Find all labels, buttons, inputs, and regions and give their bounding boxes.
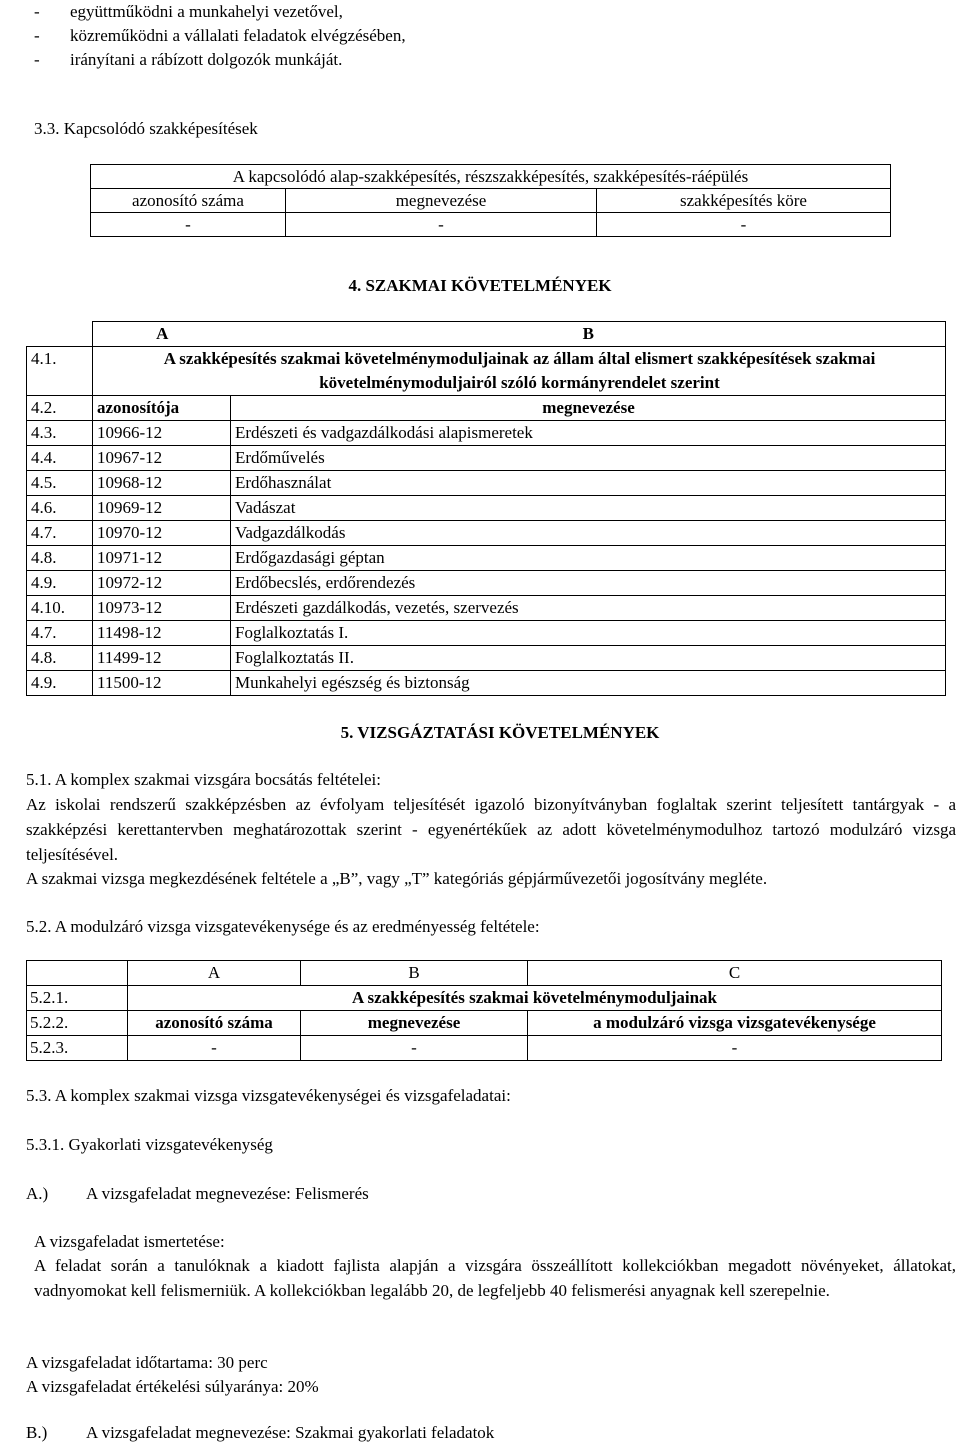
row-number: 4.10.	[27, 596, 93, 621]
row-number: 4.9.	[27, 671, 93, 696]
task-a-label: A.)	[26, 1184, 49, 1203]
row-number: 4.7.	[27, 521, 93, 546]
module-id: 10967-12	[93, 446, 231, 471]
column-header-b: B	[231, 322, 946, 347]
table-row	[27, 347, 946, 396]
empty-cell	[27, 322, 93, 347]
column-header-id: azonosító száma	[128, 1011, 301, 1036]
module-name: Erdészeti és vadgazdálkodási alapismeretek	[231, 421, 946, 446]
module-id: 10966-12	[93, 421, 231, 446]
section-5-title: 5. VIZSGÁZTATÁSI KÖVETELMÉNYEK	[340, 723, 660, 742]
row-number: 5.2.1.	[27, 986, 128, 1011]
column-header-name: megnevezése	[301, 1011, 528, 1036]
section-5-1-heading: 5.1. A komplex szakmai vizsgára bocsátás feltételei:	[26, 770, 381, 789]
row-number: 4.9.	[27, 571, 93, 596]
column-header-name: megnevezése	[286, 189, 597, 213]
module-name: Erdőgazdasági géptan	[231, 546, 946, 571]
column-header-scope: szakképesítés köre	[597, 189, 891, 213]
module-id: 10973-12	[93, 596, 231, 621]
column-header-c: C	[528, 961, 942, 986]
table-cell: -	[528, 1036, 942, 1061]
row-number: 4.1.	[27, 347, 93, 396]
table-row	[27, 396, 946, 421]
table-row	[27, 596, 946, 621]
column-header-id: azonosító száma	[91, 189, 286, 213]
table-cell: -	[91, 213, 286, 237]
module-exam-table	[26, 960, 942, 1061]
table-cell: -	[128, 1036, 301, 1061]
module-name: Foglalkoztatás II.	[231, 646, 946, 671]
table-row	[27, 446, 946, 471]
table-row	[27, 421, 946, 446]
table-row	[91, 213, 891, 237]
section-3-3-heading: 3.3. Kapcsolódó szakképesítések	[34, 119, 258, 138]
task-a-title: A vizsgafeladat megnevezése: Felismerés	[86, 1184, 369, 1203]
bullet-item: - közreműködni a vállalati feladatok elvégzésében,	[34, 26, 406, 45]
requirements-modules-table	[26, 321, 946, 696]
task-a-description: A feladat során a tanulóknak a kiadott fajlista alapján a vizsgára összeállított kollekciókban megadott növényeket, állatokat, vadnyomokat kell felismerniük. A kollekciókban legalább 20, de legfeljebb 40 felismerési anyagnak kell szerepelnie.	[34, 1256, 956, 1300]
task-a-desc-title: A vizsgafeladat ismertetése:	[34, 1232, 225, 1251]
empty-cell	[27, 961, 128, 986]
bullet-item: - együttműködni a munkahelyi vezetővel,	[34, 2, 343, 21]
table-row	[27, 621, 946, 646]
module-name: Munkahelyi egészség és biztonság	[231, 671, 946, 696]
column-header-a: A	[128, 961, 301, 986]
task-b-title: A vizsgafeladat megnevezése: Szakmai gyakorlati feladatok	[86, 1423, 495, 1442]
task-b-label: B.)	[26, 1423, 48, 1442]
module-name: Erdészeti gazdálkodás, vezetés, szervezés	[231, 596, 946, 621]
task-a-weight: A vizsgafeladat értékelési súlyaránya: 20%	[26, 1377, 319, 1396]
table-cell: A szakképesítés szakmai követelménymoduljainak	[128, 986, 942, 1011]
row-number: 4.5.	[27, 471, 93, 496]
module-name: Erdőbecslés, erdőrendezés	[231, 571, 946, 596]
row-number: 4.6.	[27, 496, 93, 521]
table-row	[27, 671, 946, 696]
module-id: 10969-12	[93, 496, 231, 521]
column-header-name: megnevezése	[231, 396, 946, 421]
table-header-cell: A kapcsolódó alap-szakképesítés, részszakképesítés, szakképesítés-ráépülés	[91, 165, 891, 189]
table-row	[27, 961, 942, 986]
related-qualifications-table	[90, 164, 891, 237]
row-number: 5.2.3.	[27, 1036, 128, 1061]
row-number: 4.4.	[27, 446, 93, 471]
module-name: Vadgazdálkodás	[231, 521, 946, 546]
paragraph: Az iskolai rendszerű szakképzésben az évfolyam teljesítését igazoló bizonyítványban foglaltak szerint teljesített tantárgyak - a szakképzési kerettantervben meghatározottak szerint - egyenértékűek az adott követelménymodulhoz tartozó modulzáró vizsga teljesítésével.	[26, 795, 956, 864]
table-row	[27, 322, 946, 347]
module-id: 10968-12	[93, 471, 231, 496]
bullet-list	[34, 0, 406, 72]
section-5-3-1-heading: 5.3.1. Gyakorlati vizsgatevékenység	[26, 1135, 273, 1154]
module-id: 11498-12	[93, 621, 231, 646]
section-5-2-heading: 5.2. A modulzáró vizsga vizsgatevékenysége és az eredményesség feltétele:	[26, 917, 540, 936]
module-name: Foglalkoztatás I.	[231, 621, 946, 646]
table-cell: -	[597, 213, 891, 237]
column-header-b: B	[301, 961, 528, 986]
section-4-title: 4. SZAKMAI KÖVETELMÉNYEK	[348, 276, 612, 295]
bullet-item: - irányítani a rábízott dolgozók munkáját.	[34, 50, 343, 69]
task-a-duration: A vizsgafeladat időtartama: 30 perc	[26, 1353, 268, 1372]
table-row	[27, 646, 946, 671]
module-id: 10971-12	[93, 546, 231, 571]
module-id: 10972-12	[93, 571, 231, 596]
table-row	[27, 1011, 942, 1036]
module-name: Erdőhasználat	[231, 471, 946, 496]
module-id: 10970-12	[93, 521, 231, 546]
module-id: 11499-12	[93, 646, 231, 671]
table-row	[91, 165, 891, 189]
table-cell: -	[301, 1036, 528, 1061]
table-row	[27, 986, 942, 1011]
table-row	[91, 189, 891, 213]
row-number: 5.2.2.	[27, 1011, 128, 1036]
module-name: Vadászat	[231, 496, 946, 521]
row-number: 4.2.	[27, 396, 93, 421]
row-number: 4.3.	[27, 421, 93, 446]
row-number: 4.7.	[27, 621, 93, 646]
table-row	[27, 521, 946, 546]
section-5-3-heading: 5.3. A komplex szakmai vizsga vizsgatevékenységei és vizsgafeladatai:	[26, 1086, 511, 1105]
column-header-a: A	[93, 322, 231, 347]
table-cell: A szakképesítés szakmai követelménymoduljainak az állam által elismert szakképesítések szakmai követelménymoduljairól szóló kormányrendelet szerint	[93, 347, 946, 396]
table-row	[27, 496, 946, 521]
row-number: 4.8.	[27, 546, 93, 571]
table-row	[27, 546, 946, 571]
modules-rows	[27, 421, 946, 696]
module-id: 11500-12	[93, 671, 231, 696]
table-row	[27, 471, 946, 496]
table-cell: -	[286, 213, 597, 237]
module-name: Erdőművelés	[231, 446, 946, 471]
table-row	[27, 1036, 942, 1061]
table-row	[27, 571, 946, 596]
column-header-activity: a modulzáró vizsga vizsgatevékenysége	[528, 1011, 942, 1036]
paragraph: A szakmai vizsga megkezdésének feltétele a „B”, vagy „T” kategóriás gépjárművezetői jogosítvány megléte.	[26, 869, 768, 888]
row-number: 4.8.	[27, 646, 93, 671]
column-header-id: azonosítója	[93, 396, 231, 421]
